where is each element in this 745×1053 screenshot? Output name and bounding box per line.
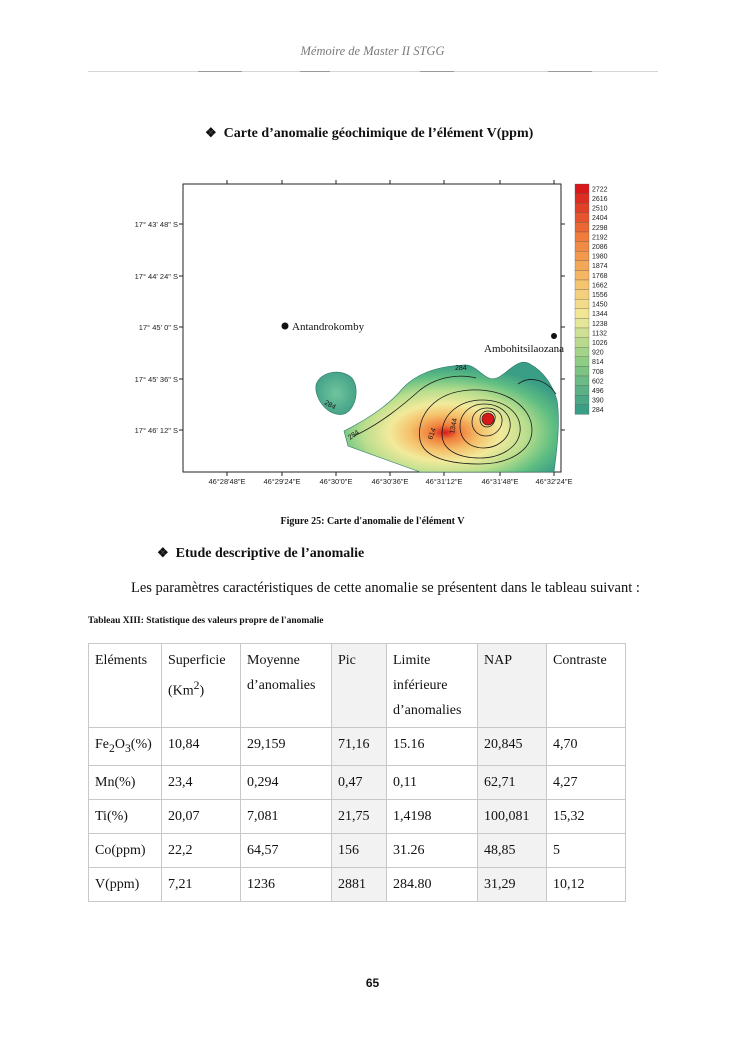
table-cell: 48,85	[478, 833, 547, 867]
legend-swatch	[575, 222, 589, 232]
running-header: Mémoire de Master II STGG	[300, 44, 445, 58]
lon-tick-label: 46°30'36"E	[371, 477, 409, 486]
table-cell: 100,081	[478, 799, 547, 833]
table-row	[89, 728, 626, 766]
legend-value: 1980	[592, 253, 608, 261]
table-cell: 156	[332, 833, 387, 867]
element-cell: V(ppm)	[89, 867, 162, 901]
legend-swatch	[575, 280, 589, 290]
legend-value: 602	[592, 378, 604, 386]
anomaly-peak	[482, 413, 494, 425]
intro-paragraph: Les paramètres caractéristiques de cette anomalie se présentent dans le tableau suivant :	[131, 580, 640, 596]
header-rule-accent	[548, 71, 592, 72]
header-cell: Eléments	[89, 644, 162, 728]
figure-caption: Figure 25: Carte d'anomalie de l'élément V	[280, 516, 465, 527]
legend-value: 1238	[592, 320, 608, 328]
table-cell: 1236	[241, 867, 332, 901]
legend-value: 1450	[592, 301, 608, 309]
legend-value: 2616	[592, 196, 608, 203]
table-cell: 64,57	[241, 833, 332, 867]
table-cell: 22,2	[162, 833, 241, 867]
table-cell: 284.80	[387, 867, 478, 901]
lon-tick-label: 46°30'0"E	[319, 477, 353, 486]
diamond-bullet-icon: ❖	[205, 125, 217, 140]
table-cell: 23,4	[162, 765, 241, 799]
table-cell: 71,16	[332, 728, 387, 766]
element-cell: Co(ppm)	[89, 833, 162, 867]
legend-swatch	[575, 357, 589, 367]
locality-label: Antandrokomby	[292, 321, 365, 333]
table-cell: 10,12	[547, 867, 626, 901]
table-cell: 20,07	[162, 799, 241, 833]
legend-value: 1874	[592, 263, 608, 271]
lon-tick-label: 46°29'24"E	[263, 477, 301, 486]
header-cell: Limite inférieure d’anomalies	[387, 644, 478, 728]
table-cell: 4,70	[547, 728, 626, 766]
element-cell: $Fe_2O_3(\%)$	[89, 728, 162, 766]
table-cell: 31,29	[478, 867, 547, 901]
lat-tick-label: 17° 45' 0" S	[138, 323, 178, 332]
table-cell: 4,27	[547, 765, 626, 799]
legend-swatch	[575, 184, 589, 194]
table-row	[89, 867, 626, 901]
legend-swatch	[575, 194, 589, 204]
lon-tick-label: 46°28'48"E	[208, 477, 246, 486]
legend-swatch	[575, 347, 589, 357]
header-rule-accent	[300, 71, 330, 72]
table-cell: 15.16	[387, 728, 478, 766]
legend-swatch	[575, 338, 589, 348]
legend-value: 2192	[592, 234, 608, 242]
contour-label: 1344	[449, 417, 460, 435]
lat-tick-label: 17° 45' 36" S	[134, 375, 178, 384]
table-cell: 0,47	[332, 765, 387, 799]
legend-swatch	[575, 299, 589, 309]
table-caption: Tableau XIII: Statistique des valeurs propre de l'anomalie	[88, 616, 324, 626]
contour-label: 284	[455, 365, 467, 372]
legend-value: 2722	[592, 186, 608, 194]
legend-swatch	[575, 386, 589, 396]
table-cell: 7,21	[162, 867, 241, 901]
lat-tick-label: 17° 46' 12" S	[134, 426, 178, 435]
table-cell: 29,159	[241, 728, 332, 766]
locality-label: Ambohitsilaozana	[484, 343, 565, 355]
legend-swatch	[575, 376, 589, 386]
table-row	[89, 765, 626, 799]
legend-value: 2298	[592, 224, 608, 232]
statistics-table	[88, 643, 626, 902]
legend-swatch	[575, 405, 589, 415]
lat-tick-label: 17° 44' 24" S	[134, 272, 178, 281]
legend-swatch	[575, 203, 589, 213]
table-cell: 15,32	[547, 799, 626, 833]
legend-value: 2404	[592, 215, 608, 223]
header-rule-accent	[420, 71, 454, 72]
header-cell: NAP	[478, 644, 547, 728]
locality-marker	[282, 323, 289, 330]
legend-value: 284	[592, 407, 604, 415]
legend-swatch	[575, 395, 589, 405]
table-cell: 5	[547, 833, 626, 867]
legend-swatch	[575, 270, 589, 280]
top-ticks	[227, 180, 554, 184]
section-heading-text: Etude descriptive de l’anomalie	[175, 546, 365, 561]
table-row	[89, 799, 626, 833]
table-cell: 1,4198	[387, 799, 478, 833]
page-number: 65	[365, 976, 380, 990]
locality-marker	[551, 333, 557, 339]
legend-value: 1026	[592, 340, 608, 347]
lon-axis	[208, 472, 572, 486]
lat-tick-label: 17° 43' 48" S	[134, 220, 178, 229]
contour-label: 284	[323, 399, 337, 412]
legend-value: 2086	[592, 244, 608, 251]
legend-swatch	[575, 232, 589, 242]
contour-label: 614	[427, 427, 438, 441]
table-cell: 0,294	[241, 765, 332, 799]
legend-swatch	[575, 242, 589, 252]
table-cell: 62,71	[478, 765, 547, 799]
legend-swatch	[575, 366, 589, 376]
legend-value: 920	[592, 349, 604, 357]
table-cell: 7,081	[241, 799, 332, 833]
legend-value: 390	[592, 397, 604, 405]
table-cell: 0,11	[387, 765, 478, 799]
legend-value: 1556	[592, 292, 608, 299]
legend-value: 1662	[592, 282, 608, 290]
section-heading-text: Carte d’anomalie géochimique de l’élément V(ppm)	[223, 126, 534, 141]
anomaly-map	[120, 178, 608, 490]
legend-value: 708	[592, 368, 604, 376]
table-header-row	[89, 644, 626, 728]
table-cell: 21,75	[332, 799, 387, 833]
legend-swatch	[575, 213, 589, 223]
legend-value: 1768	[592, 272, 608, 280]
lon-tick-label: 46°31'48"E	[481, 477, 519, 486]
table-cell: 20,845	[478, 728, 547, 766]
table-row	[89, 833, 626, 867]
element-cell: Ti(%)	[89, 799, 162, 833]
header-rule-accent	[198, 71, 242, 72]
table-cell: 31.26	[387, 833, 478, 867]
header-cell: Contraste	[547, 644, 626, 728]
legend-swatch	[575, 261, 589, 271]
legend-swatch	[575, 318, 589, 328]
legend-value: 496	[592, 388, 604, 395]
legend-swatch	[575, 251, 589, 261]
lon-tick-label: 46°31'12"E	[425, 477, 463, 486]
contour-label: 284	[347, 429, 361, 442]
legend-value: 814	[592, 359, 604, 367]
legend-value: 1344	[592, 311, 608, 319]
table-cell: 10,84	[162, 728, 241, 766]
lat-axis	[135, 220, 183, 435]
legend-value: 2510	[592, 205, 608, 213]
lon-tick-label: 46°32'24"E	[535, 477, 573, 486]
element-cell: Mn(%)	[89, 765, 162, 799]
section-heading-map	[205, 125, 533, 142]
legend-swatch	[575, 290, 589, 300]
header-cell: Superficie (Km$^2$)	[162, 644, 241, 728]
color-legend	[575, 184, 608, 414]
header-cell: Pic	[332, 644, 387, 728]
diamond-bullet-icon: ❖	[157, 545, 169, 560]
header-cell: Moyenne d’anomalies	[241, 644, 332, 728]
legend-value: 1132	[592, 330, 608, 338]
section-heading-description	[157, 545, 364, 562]
legend-swatch	[575, 309, 589, 319]
right-ticks	[561, 224, 565, 430]
table-cell: 2881	[332, 867, 387, 901]
legend-swatch	[575, 328, 589, 338]
